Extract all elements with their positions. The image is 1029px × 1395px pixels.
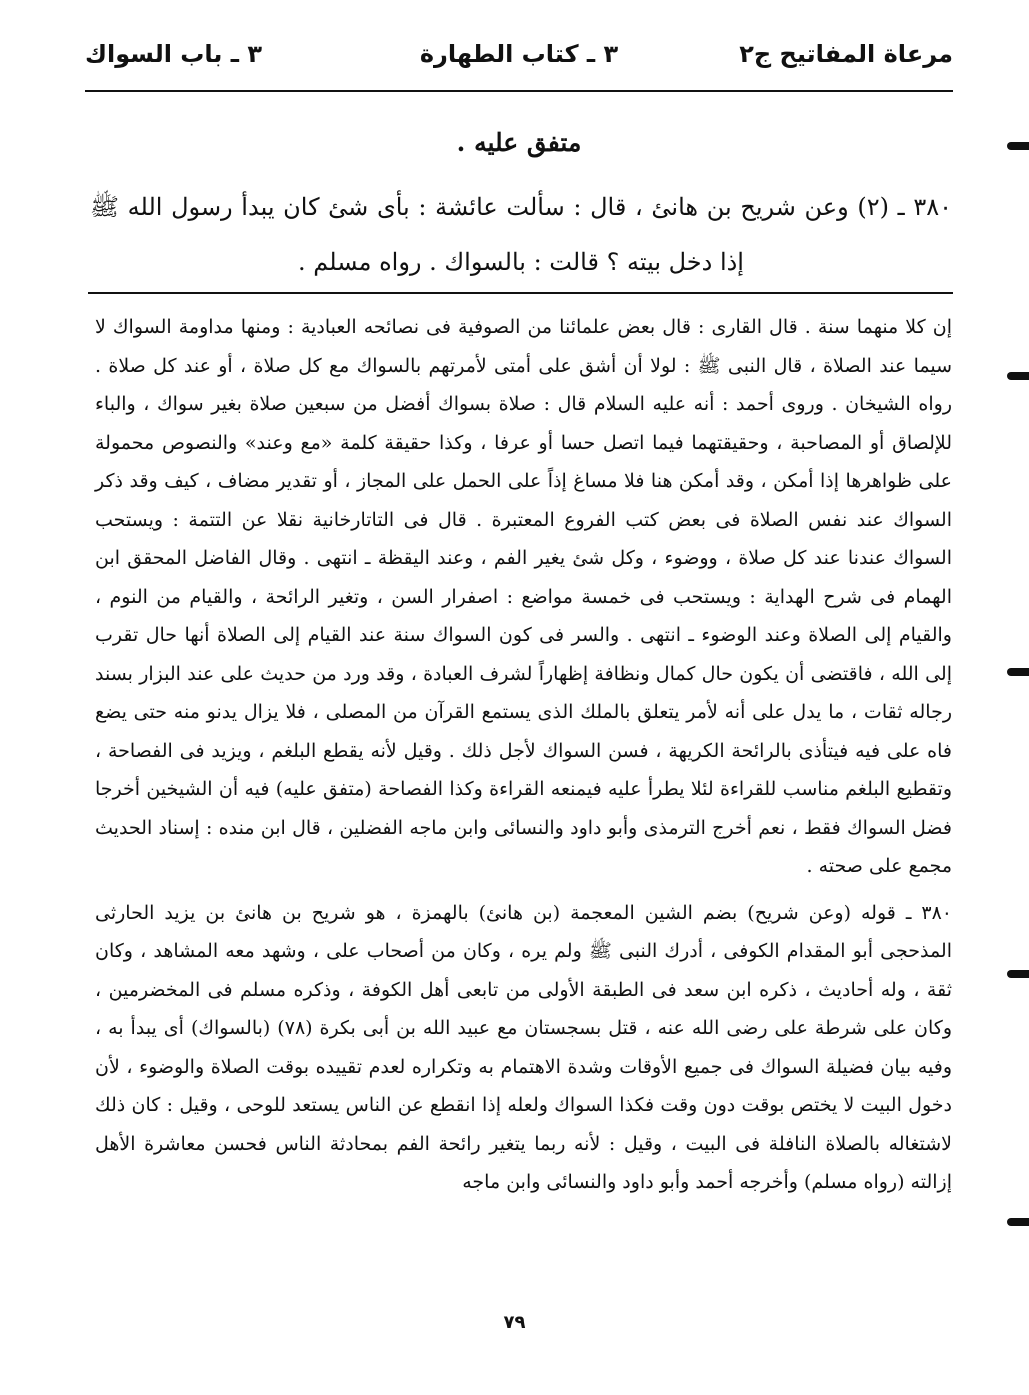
header-rule [85, 90, 953, 92]
edge-mark [1007, 668, 1029, 676]
edge-mark [1007, 372, 1029, 380]
page-number: ٧٩ [503, 1312, 526, 1333]
hadith-title: متفق عليه . [456, 128, 582, 157]
edge-mark [1007, 1218, 1029, 1226]
header-section: ٣ ـ باب السواك [85, 40, 262, 68]
header-book-title: مرعاة المفاتيح ج٢ [739, 40, 953, 68]
hadith-text: ٣٨٠ ـ (٢) وعن شريح بن هانئ ، قال : سألت عائشة : بأى شئ كان يبدأ رسول الله ﷺ إذا دخل بيته ؟ قالت : بالسواك . رواه مسلم . [90, 193, 952, 276]
footnote-divider [88, 292, 953, 294]
header-chapter: ٣ ـ كتاب الطهارة [419, 40, 619, 68]
commentary-paragraph: ٣٨٠ ـ قوله (وعن شريح) بضم الشين المعجمة (بن هانئ) بالهمزة ، هو شريح بن هانئ بن يزيد الحارثى المذحجى أبو المقدام الكوفى ، أدرك النبى ﷺ ولم يره ، وكان من أصحاب على ، وشهد معه المشاهد ، وكان ثقة ، وله أحاديث ، ذكره ابن سعد فى الطبقة الأولى من تابعى أهل الكوفة ، وذكره مسلم فى المخضرمين ، وكان على شرطة على رضى الله عنه ، قتل بسجستان مع عبيد الله بن أبى بكرة (٧٨) (بالسواك) أى يبدأ به ، وفيه بيان فضيلة السواك فى جميع الأوقات وشدة الاهتمام به وتكراره لعدم تقييده بوقت الصلاة والوضوء ، لأن دخول البيت لا يختص بوقت دون وقت فكذا السواك ولعله إذا انقطع عن الناس يستعد للوحى ، وقيل : كان ذلك لاشتغاله بالصلاة النافلة فى البيت ، وقيل : لأنه ربما يتغير رائحة الفم بمحادثة الناس فحسن معاشرة الأهل إزالته (رواه مسلم) وأخرجه أحمد وأبو داود والنسائى وابن ماجه [95, 901, 952, 1193]
commentary [95, 308, 952, 1202]
commentary-paragraph: إن كلا منهما سنة . قال القارى : قال بعض علمائنا من الصوفية فى نصائحه العبادية : ومنها مداومة السواك لا سيما عند الصلاة ، قال النبى ﷺ : لولا أن أشق على أمتى لأمرتهم بالسواك مع كل صلاة ، أو عند كل صلاة . رواه الشيخان . وروى أحمد : أنه عليه السلام قال : صلاة بسواك أفضل من سبعين صلاة بغير سواك ، والباء للإلصاق أو المصاحبة ، وحقيقتهما فيما اتصل حسا أو عرفا ، وكذا حقيقة كلمة «مع وعند» والنصوص محمولة على ظواهرها إذا أمكن ، وقد أمكن هنا فلا مساغ إذاً على الحمل على المجاز ، أو تقدير مضاف ، كيف وقد ذكر السواك عند نفس الصلاة فى بعض كتب الفروع المعتبرة . قال فى التاتارخانية نقلا عن التتمة : ويستحب السواك عندنا عند كل صلاة ، ووضوء ، وكل شئ يغير الفم ، وعند اليقظة ـ انتهى . وقال الفاضل المحقق ابن الهمام فى شرح الهداية : ويستحب فى خمسة مواضع : اصفرار السن ، وتغير الرائحة ، والقيام من النوم ، والقيام إلى الصلاة وعند الوضوء ـ انتهى . والسر فى كون السواك سنة عند القيام إلى الصلاة أنها حال تقرب إلى الله ، فاقتضى أن يكون حال كمال ونظافة إظهاراً لشرف العبادة ، وقد ورد من حديث على عند البزار بسند رجاله ثقات ، ما يدل على أنه لأمر يتعلق بالملك الذى يستمع القرآن من المصلى ، فلا يزال يدنو منه حتى يضع فاه على فيه فيتأذى بالرائحة الكريهة ، فسن السواك لأجل ذلك . وقيل لأنه يقطع البلغم ، ويزيد فى الفصاحة ، وتقطيع البلغم مناسب للقراءة لئلا يطرأ عليه فيمنعه القراءة وكذا الفصاحة (متفق عليه) فيه أن الشيخين أخرجا فضل السواك فقط ، نعم أخرج الترمذى وأبو داود والنسائى وابن ماجه الفضلين ، قال ابن منده : إسناد الحديث مجمع على صحته . [95, 316, 952, 877]
running-header [85, 30, 953, 80]
edge-mark [1007, 142, 1029, 150]
edge-mark [1007, 970, 1029, 978]
